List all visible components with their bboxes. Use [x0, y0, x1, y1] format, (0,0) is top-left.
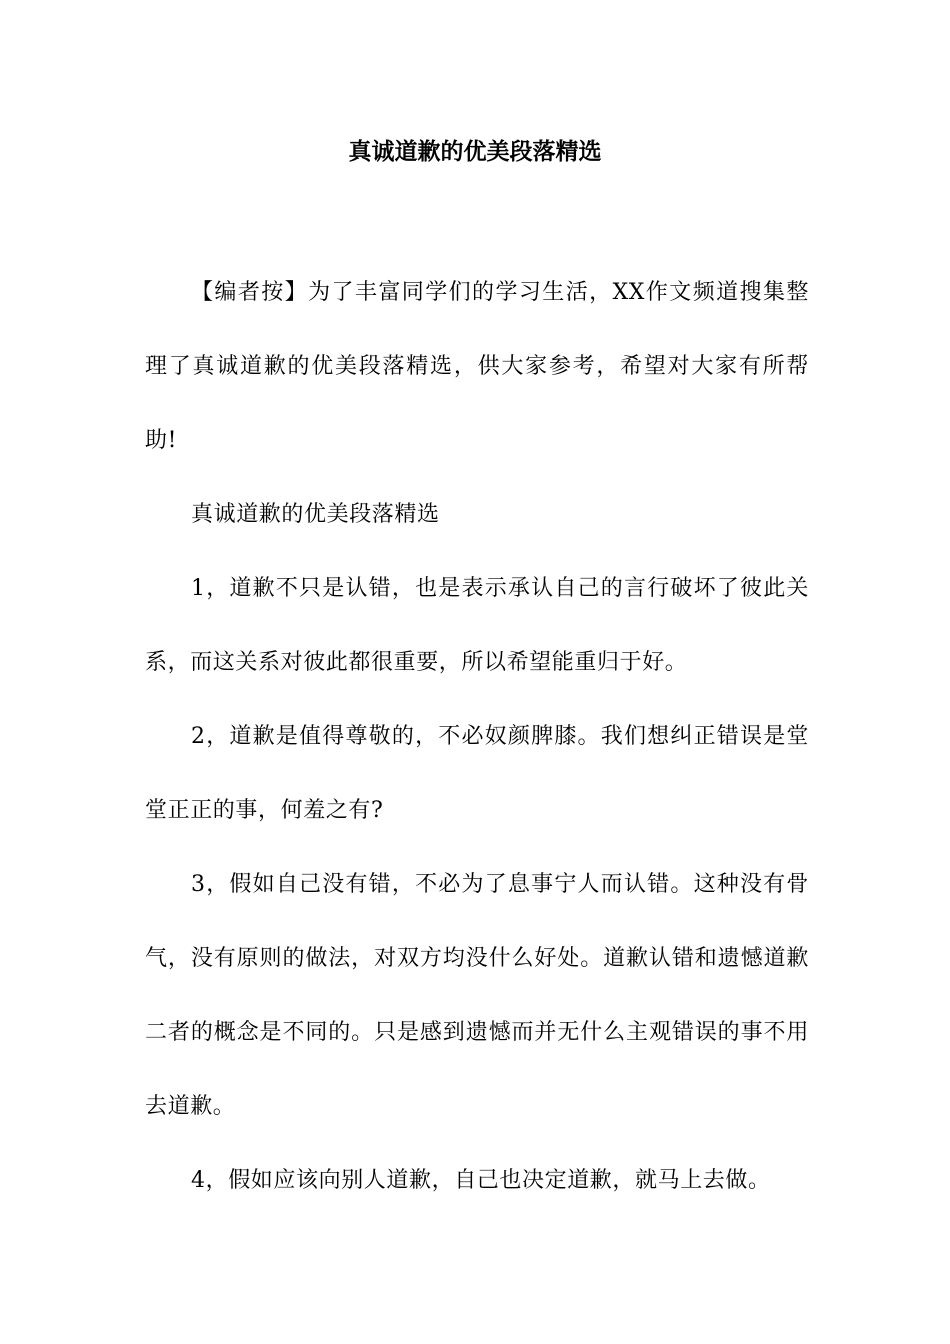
item-paragraph-2: 2，道歉是值得尊敬的，不必奴颜脾膝。我们想纠正错误是堂堂正正的事，何羞之有?: [145, 724, 809, 823]
document-body: [145, 256, 809, 1218]
section-heading-paragraph: 真诚道歉的优美段落精选: [191, 502, 440, 527]
editor-note-paragraph: 【编者按】为了丰富同学们的学习生活，XX作文频道搜集整理了真诚道歉的优美段落精选，供大家参考，希望对大家有所帮助!: [145, 280, 809, 453]
document-title: 真诚道歉的优美段落精选: [348, 138, 602, 165]
item-paragraph-3: 3，假如自己没有错，不必为了息事宁人而认错。这种没有骨气，没有原则的做法，对双方均没什么好处。道歉认错和遗憾道歉二者的概念是不同的。只是感到遗憾而并无什么主观错误的事不用去道歉。: [145, 872, 809, 1119]
item-paragraph-4: 4，假如应该向别人道歉，自己也决定道歉，就马上去做。: [191, 1168, 771, 1193]
item-paragraph-1: 1，道歉不只是认错，也是表示承认自己的言行破坏了彼此关系，而这关系对彼此都很重要，所以希望能重归于好。: [145, 576, 809, 675]
